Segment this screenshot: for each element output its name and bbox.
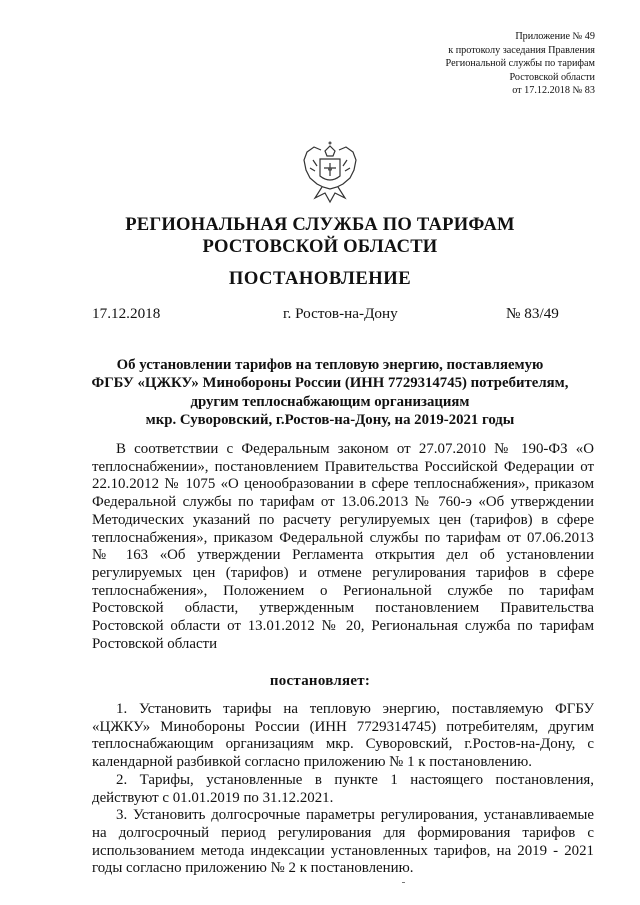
document-date: 17.12.2018 (92, 305, 161, 322)
annex-line: Приложение № 49 (515, 31, 595, 42)
organization-line: РОСТОВСКОЙ ОБЛАСТИ (202, 236, 438, 257)
document-title (70, 356, 590, 430)
annex-line: Ростовской области (509, 71, 595, 83)
organization-name (0, 214, 640, 258)
annex-block (446, 30, 595, 98)
document-number: № 83/49 (506, 305, 559, 322)
organization-line: РЕГИОНАЛЬНАЯ СЛУЖБА ПО ТАРИФАМ (125, 214, 515, 235)
decree-item: 3. Установить долгосрочные параметры регулирования, устанавливаемые на долгосрочный период регулирования для формирования тарифов с использованием метода индексации установленных тарифов, на 2019 - 2021 годы согласно приложению № 2 к постановлению. (92, 807, 594, 877)
decree-items (92, 701, 594, 878)
decree-word: постановляет: (269, 673, 371, 689)
decree-item: 1. Установить тарифы на тепловую энергию, поставляемую ФГБУ «ЦЖКУ» Минобороны России (ИНН 7729314745) потребителям, другим теплоснабжающим организациям мкр. Суворовский, г.Ростов-на-Дону, с календарной разбивкой согласно приложению № 1 к постановлению. (92, 701, 594, 771)
coat-of-arms-icon (300, 140, 360, 206)
title-line: Об установлении тарифов на тепловую энергию, поставляемую (116, 357, 544, 373)
title-line: другим теплоснабжающим организациям (190, 393, 470, 410)
page-mark (402, 882, 405, 883)
annex-line: к протоколу заседания Правления (448, 44, 595, 56)
decree-item: 2. Тарифы, установленные в пункте 1 настоящего постановления, действуют с 01.01.2019 по 31.12.2021. (92, 771, 594, 806)
preamble-paragraph: В соответствии с Федеральным законом от 27.07.2010 № 190-ФЗ «О теплоснабжении», постановлением Правительства Российской Федерации от 22.10.2012 № 1075 «О ценообразовании в сфере теплоснабжения», приказом Федеральной службы по тарифам от 13.06.2013 № 760-э «Об утверждении Методических указаний по расчету регулируемых цен (тарифов) в сфере теплоснабжения», приказом Федеральной службы по тарифам от 07.06.2013 № 163 «Об утверждении Регламента открытия дел об установлении регулируемых цен (тарифов) и отмене регулирования тарифов в сфере теплоснабжения», Положением о Региональной службе по тарифам Ростовской области, утвержденным постановлением Правительства Ростовской области от 13.01.2012 № 20, Региональная служба по тарифам Ростовской области (92, 441, 594, 652)
annex-line: Региональной службы по тарифам (445, 58, 595, 70)
preamble-section (92, 441, 594, 653)
title-line: мкр. Суворовский, г.Ростов-на-Дону, на 2019-2021 годы (145, 412, 515, 429)
document-type: ПОСТАНОВЛЕНИЕ (228, 268, 412, 289)
document-city: г. Ростов-на-Дону (283, 305, 398, 322)
annex-line: от 17.12.2018 № 83 (512, 85, 595, 97)
title-line: ФГБУ «ЦЖКУ» Минобороны России (ИНН 7729314745) потребителям, (91, 375, 569, 392)
